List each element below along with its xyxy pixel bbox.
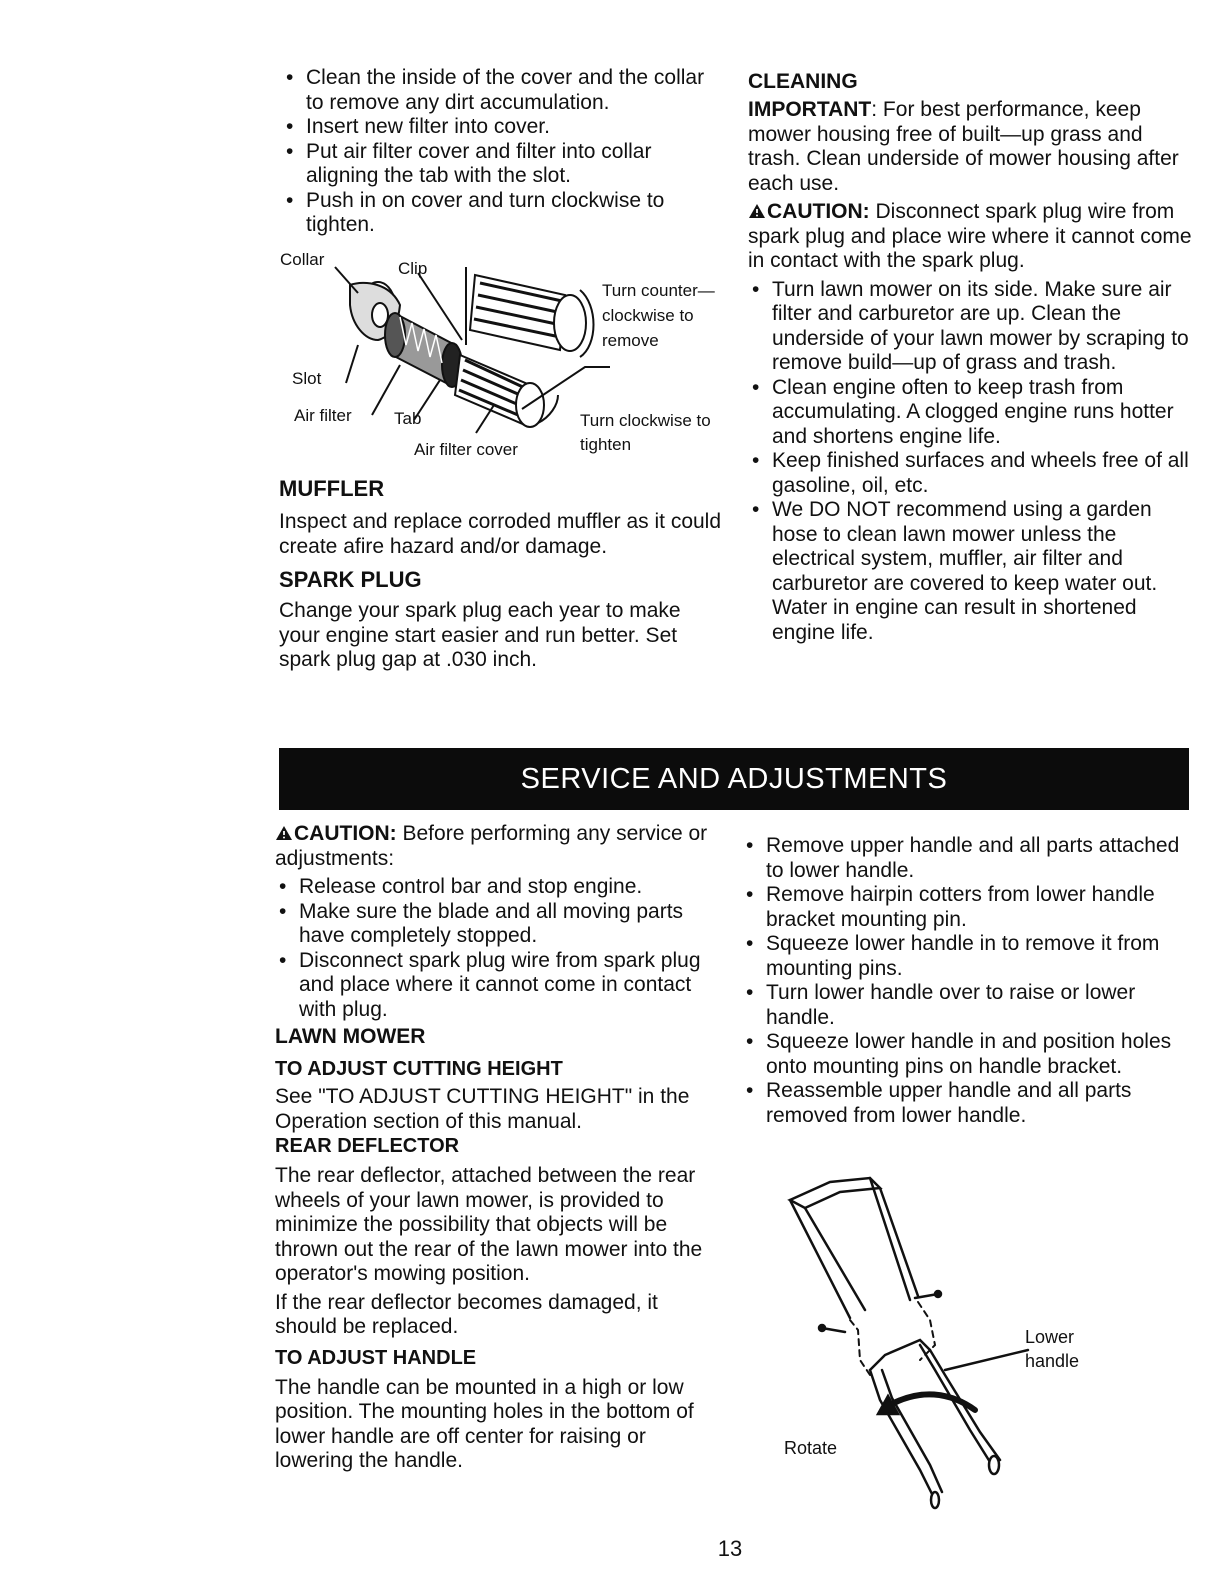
caution-paragraph xyxy=(748,200,1193,274)
caution-label: CAUTION: xyxy=(767,200,870,223)
handle-steps-list xyxy=(742,834,1192,1128)
important-text: : For best performance, keep mower housing free of built—up grass and trash. Clean underside of mower housing after each use. xyxy=(748,98,1179,195)
important-label: IMPORTANT xyxy=(748,98,872,121)
list-item: • Disconnect spark plug wire from spark plug and place where it cannot come in contact with plug. xyxy=(275,949,725,1023)
cutting-height-heading: TO ADJUST CUTTING HEIGHT xyxy=(275,1058,563,1080)
figure-label-turn-clockwise: Turn clockwise to tighten xyxy=(580,411,711,454)
rear-deflector-text-2: If the rear deflector becomes damaged, it should be replaced. xyxy=(275,1290,658,1338)
list-item: • Clean engine often to keep trash from accumulating. A clogged engine runs hotter and shortens engine life. xyxy=(748,376,1193,450)
list-item: • Keep finished surfaces and wheels free of all gasoline, oil, etc. xyxy=(748,449,1193,498)
cleaning-list xyxy=(748,278,1193,646)
caution-label: CAUTION: xyxy=(294,822,397,845)
list-item: • Reassemble upper handle and all parts removed from lower handle. xyxy=(742,1079,1192,1128)
figure-label-collar: Collar xyxy=(280,250,325,269)
top-right-column xyxy=(748,70,1193,645)
warning-triangle-icon xyxy=(748,203,766,219)
warning-triangle-icon xyxy=(275,825,293,841)
figure-label-tab: Tab xyxy=(394,409,422,428)
list-item: • Make sure the blade and all moving parts have completely stopped. xyxy=(275,900,725,949)
spark-plug-text: Change your spark plug each year to make your engine start easier and run better. Set spark plug gap at .030 inch. xyxy=(279,599,681,671)
important-paragraph xyxy=(748,98,1193,196)
lawn-mower-heading: LAWN MOWER xyxy=(275,1025,426,1048)
figure-label-air-filter: Air filter xyxy=(294,406,352,425)
list-item: • Remove upper handle and all parts attached to lower handle. xyxy=(742,834,1192,883)
bottom-left-column xyxy=(275,822,725,1474)
cutting-height-text: See "TO ADJUST CUTTING HEIGHT" in the Operation section of this manual. xyxy=(275,1085,690,1133)
rear-deflector-heading: REAR DEFLECTOR xyxy=(275,1135,460,1157)
figure-label-lower-handle: Lower handle xyxy=(1025,1327,1080,1371)
muffler-text: Inspect and replace corroded muffler as it could create afire hazard and/or damage. xyxy=(279,510,722,558)
list-item: • Clean the inside of the cover and the collar to remove any dirt accumulation. xyxy=(282,66,722,115)
adjust-handle-text: The handle can be mounted in a high or low position. The mounting holes in the bottom of lower handle are off center for raising or lowering the handle. xyxy=(275,1375,694,1472)
adjust-handle-heading: TO ADJUST HANDLE xyxy=(275,1346,477,1369)
top-left-lower xyxy=(279,470,724,673)
bottom-right-column xyxy=(742,834,1192,1128)
list-item: • Squeeze lower handle in and position holes onto mounting pins on handle bracket. xyxy=(742,1030,1192,1079)
figure-label-clip: Clip xyxy=(398,259,428,278)
figure-label-air-filter-cover: Air filter cover xyxy=(414,440,518,459)
list-item: • Release control bar and stop engine. xyxy=(275,875,725,900)
section-banner: SERVICE AND ADJUSTMENTS xyxy=(279,748,1189,810)
figure-label-rotate: Rotate xyxy=(784,1438,838,1458)
top-left-column xyxy=(282,66,722,238)
page-number: 13 xyxy=(717,1536,743,1561)
muffler-heading: MUFFLER xyxy=(279,476,385,501)
service-caution-paragraph xyxy=(275,822,725,871)
filter-steps-list xyxy=(282,66,722,238)
service-caution-list xyxy=(275,875,725,1022)
list-item: • Insert new filter into cover. xyxy=(282,115,722,140)
list-item: • Remove hairpin cotters from lower handle bracket mounting pin. xyxy=(742,883,1192,932)
air-filter-figure xyxy=(280,245,730,470)
list-item: • We DO NOT recommend using a garden hose to clean lawn mower unless the electrical system, muffler, air filter and carburetor are covered to keep water out. Water in engine can result in shortened engine life. xyxy=(748,498,1193,645)
handle-figure xyxy=(770,1170,1100,1510)
list-item: • Squeeze lower handle in to remove it from mounting pins. xyxy=(742,932,1192,981)
cleaning-heading: CLEANING xyxy=(748,70,858,93)
list-item: • Put air filter cover and filter into collar aligning the tab with the slot. xyxy=(282,140,722,189)
caution-text: Disconnect spark plug wire from spark plug and place wire where it cannot come in contact with the spark plug. xyxy=(748,200,1192,272)
list-item: • Turn lower handle over to raise or lower handle. xyxy=(742,981,1192,1030)
rear-deflector-text: The rear deflector, attached between the rear wheels of your lawn mower, is provided to minimize the possibility that objects will be thrown out the rear of the lawn mower into the operator's mowing position. xyxy=(275,1164,703,1285)
list-item: • Push in on cover and turn clockwise to tighten. xyxy=(282,189,722,238)
figure-label-turn-counterclockwise: Turn counter— clockwise to remove xyxy=(602,281,715,350)
caution-text: Before performing any service or adjustments: xyxy=(275,822,708,870)
list-item: • Turn lawn mower on its side. Make sure air filter and carburetor are up. Clean the underside of your lawn mower by scraping to remove build—up of grass and trash. xyxy=(748,278,1193,376)
figure-label-slot: Slot xyxy=(292,369,322,388)
spark-plug-heading: SPARK PLUG xyxy=(279,567,422,592)
